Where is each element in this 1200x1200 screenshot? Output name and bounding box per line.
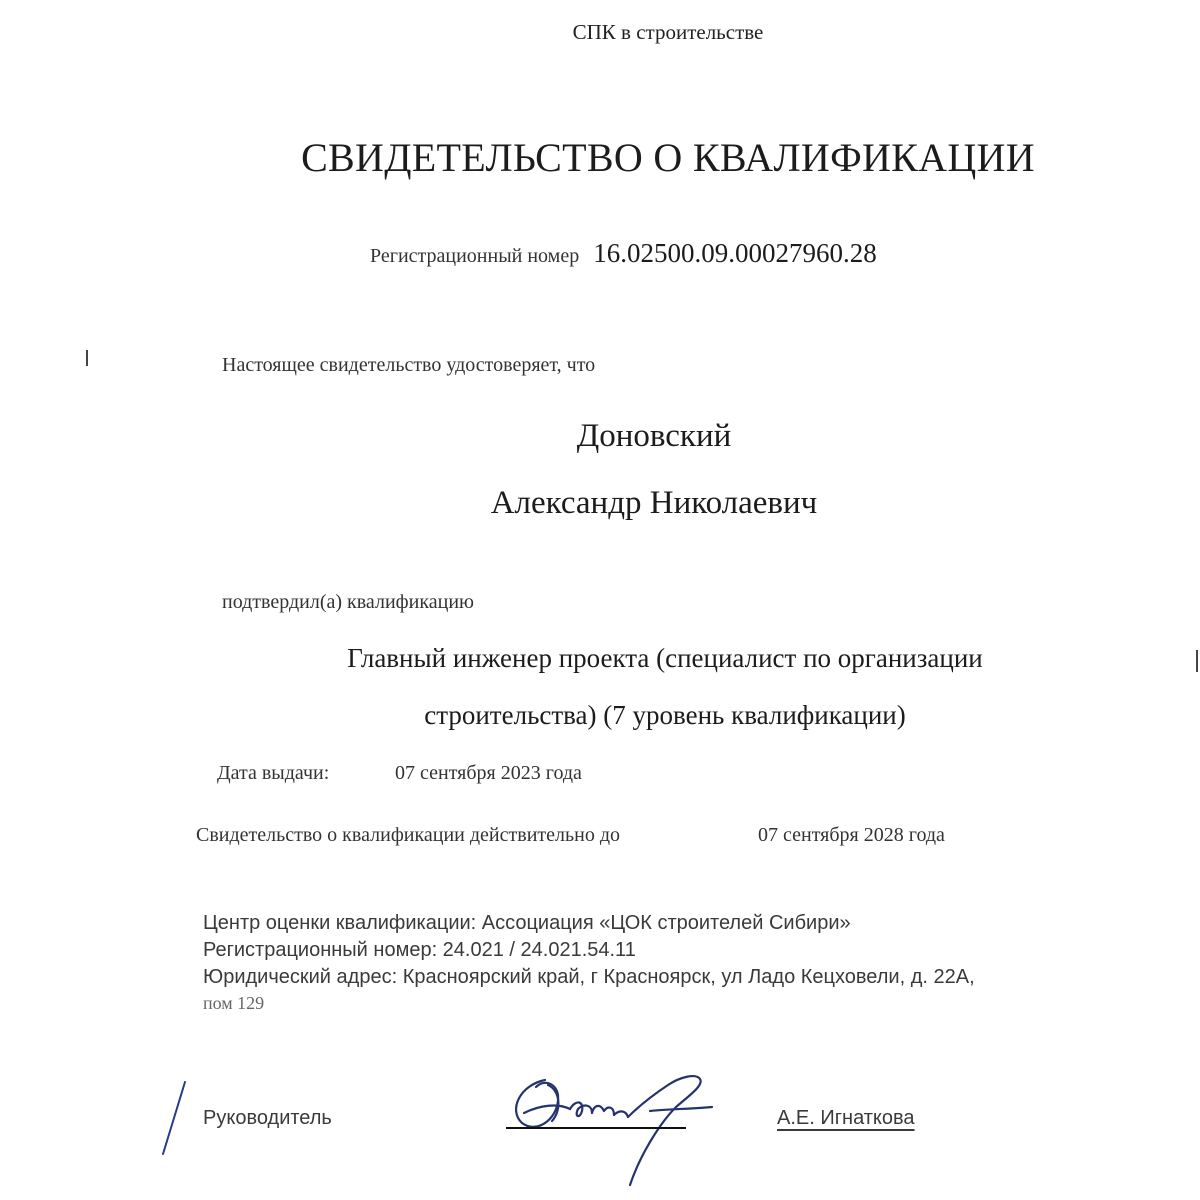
- qualification-line-1: Главный инженер проекта (специалист по организации: [347, 643, 983, 673]
- assessment-center-address-cont: пом 129: [203, 993, 265, 1013]
- assessment-center-registration: Регистрационный номер: 24.021 / 24.021.54.11: [203, 939, 636, 961]
- issue-date-label: Дата выдачи:: [217, 762, 330, 784]
- scan-artifact: [1196, 650, 1198, 672]
- intro-text: Настоящее свидетельство удостоверяет, что: [222, 354, 596, 376]
- signatory-role: Руководитель: [203, 1107, 332, 1129]
- organization-header: СПК в строительстве: [572, 20, 764, 44]
- confirmed-text: подтвердил(а) квалификацию: [222, 591, 474, 613]
- scan-artifact: [86, 350, 88, 366]
- document-title: СВИДЕТЕЛЬСТВО О КВАЛИФИКАЦИИ: [301, 135, 1035, 180]
- qualification-line-2: строительства) (7 уровень квалификации): [424, 700, 906, 730]
- pen-stroke-mark: [155, 1078, 195, 1158]
- assessment-center-name: Центр оценки квалификации: Ассоциация «ЦОК строителей Сибири»: [203, 912, 851, 934]
- holder-given-names: Александр Николаевич: [490, 485, 818, 521]
- registration-label: Регистрационный номер: [370, 245, 580, 267]
- assessment-center-address: Юридический адрес: Красноярский край, г Красноярск, ул Ладо Кецховели, д. 22А,: [203, 966, 975, 988]
- valid-until-value: 07 сентября 2028 года: [758, 824, 945, 846]
- holder-surname: Доновский: [576, 418, 732, 454]
- signature-line: [506, 1127, 686, 1129]
- registration-row: [370, 240, 877, 267]
- handwritten-signature: [500, 1055, 750, 1195]
- signatory-name: А.Е. Игнаткова: [777, 1107, 915, 1129]
- issue-date-value: 07 сентября 2023 года: [395, 762, 582, 784]
- valid-until-label: Свидетельство о квалификации действительно до: [196, 824, 620, 846]
- registration-number: 16.02500.09.00027960.28: [593, 238, 877, 268]
